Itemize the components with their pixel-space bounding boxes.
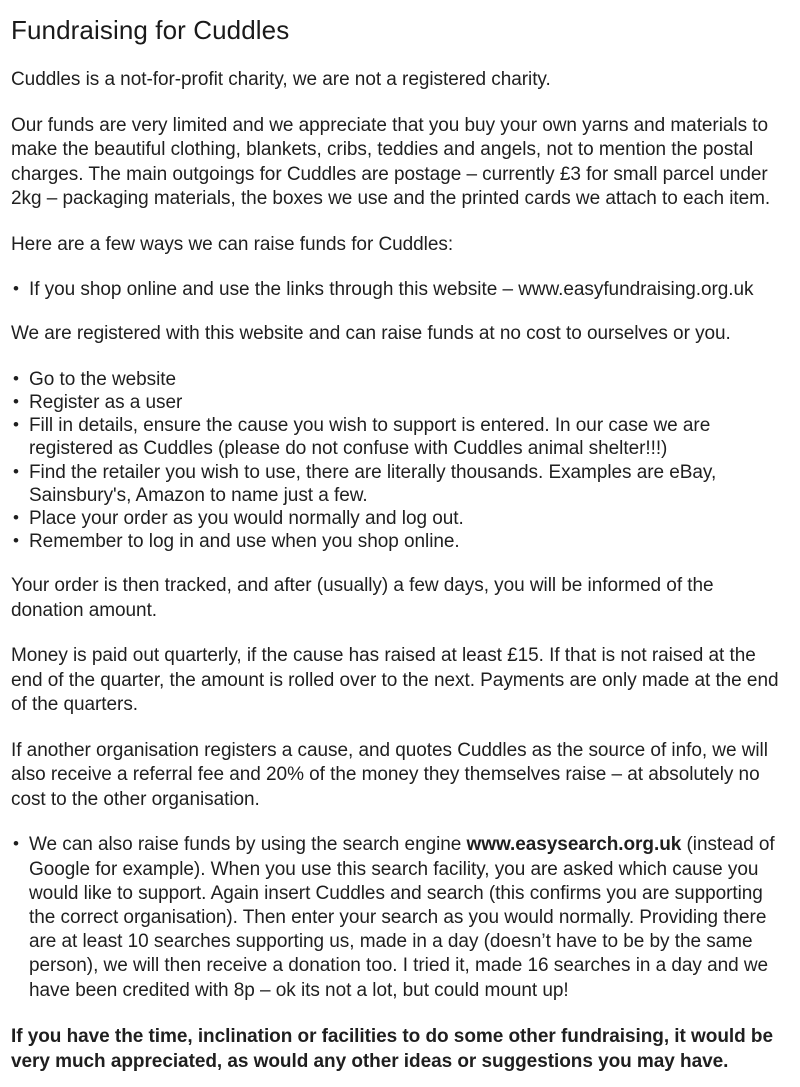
list-item: • If you shop online and use the links through this website – www.easyfundraising.org.uk <box>13 278 784 301</box>
easysearch-rest-text: (instead of Google for example). When you use this search facility, you are asked which cause you would like to support. Again insert Cuddles and search (this confirms you are supporting the correct organisation). Then enter your search as you would normally. Providing there are at least 10 searches supporting us, made in a day (doesn’t have to be by the same person), we will then receive a donation too. I tried it, made 16 searches in a day and we have been credited with 8p – ok its not a lot, but could mount up! <box>29 834 775 1001</box>
list-item: • Place your order as you would normally and log out. <box>13 507 784 530</box>
list-item: • Go to the website <box>13 368 784 391</box>
funds-paragraph: Our funds are very limited and we appreciate that you buy your own yarns and materials to make the beautiful clothing, blankets, cribs, teddies and angels, not to mention the postal charges. The main outgoings for Cuddles are postage – currently £3 for small parcel under 2kg – packaging materials, the boxes we use and the printed cards we attach to each item. <box>11 114 771 209</box>
easysearch-link-text: www.easysearch.org.uk <box>466 834 682 856</box>
list-item: • Find the retailer you wish to use, there are literally thousands. Examples are eBay, Sainsbury's, Amazon to name just a few. <box>13 461 784 507</box>
list-item: • Register as a user <box>13 391 784 414</box>
closing-paragraph: If you have the time, inclination or facilities to do some other fundraising, it would be very much appreciated, as would any other ideas or suggestions you may have. <box>11 1025 773 1072</box>
list-item: • Remember to log in and use when you shop online. <box>13 530 784 553</box>
referral-paragraph: If another organisation registers a cause, and quotes Cuddles as the source of info, we will also receive a referral fee and 20% of the money they themselves raise – at absolutely no cost to the other organisation. <box>11 739 768 810</box>
easysearch-list <box>11 833 784 1002</box>
page-title: Fundraising for Cuddles <box>11 15 290 45</box>
easysearch-lead-text: We can also raise funds by using the search engine <box>29 834 467 856</box>
registered-paragraph: We are registered with this website and can raise funds at no cost to ourselves or you. <box>11 323 731 345</box>
steps-list <box>11 368 784 554</box>
intro-paragraph: Cuddles is a not-for-profit charity, we are not a registered charity. <box>11 69 551 90</box>
easyfundraising-list <box>11 278 784 301</box>
list-item: • Fill in details, ensure the cause you wish to support is entered. In our case we are registered as Cuddles (please do not confuse with Cuddles animal shelter!!!) <box>13 414 784 460</box>
list-item <box>13 833 784 1002</box>
ways-heading: Here are a few ways we can raise funds for Cuddles: <box>11 233 454 255</box>
tracking-paragraph: Your order is then tracked, and after (usually) a few days, you will be informed of the donation amount. <box>11 575 714 621</box>
payout-paragraph: Money is paid out quarterly, if the cause has raised at least £15. If that is not raised at the end of the quarter, the amount is rolled over to the next. Payments are only made at the end of the quarters. <box>11 645 779 716</box>
